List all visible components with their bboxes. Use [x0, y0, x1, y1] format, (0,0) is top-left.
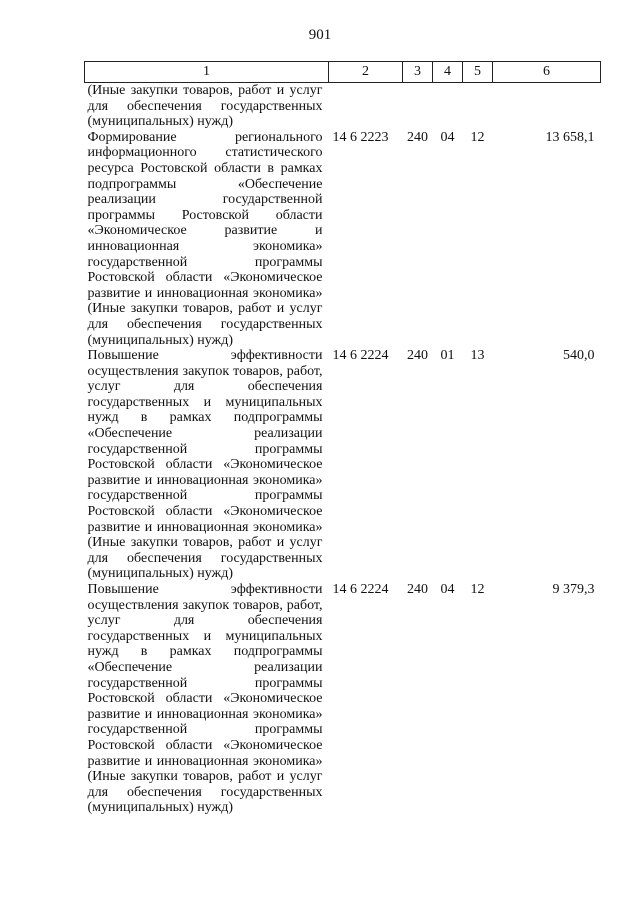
row-amount: 9 379,3 — [552, 582, 595, 597]
continuation-empty-3 — [403, 83, 433, 130]
row-description: Формирование регионального информационного статистического ресурса Ростовской области в рамках подпрограммы «Обеспечение реализации государственной программы Ростовской области «Экономическое развитие и инновационная экономика» государственной программы Ростовской области «Экономическое развитие и инновационная экономика» (Иные закупки товаров, работ и услуг для обеспечения государственных (муниципальных) нужд) — [87, 129, 323, 348]
row-expense-type: 240 — [407, 129, 428, 145]
row-subsection: 13 — [470, 348, 485, 364]
row-target-article: 14 6 2224 — [332, 348, 389, 364]
table-body — [85, 83, 601, 816]
header-col-6: 6 — [493, 62, 601, 83]
table-row — [85, 582, 601, 816]
table-row — [85, 130, 601, 348]
row-subsection: 12 — [470, 582, 485, 597]
table-header — [85, 62, 601, 83]
table-row — [85, 348, 601, 582]
row-section: 01 — [440, 348, 455, 364]
continuation-empty-6 — [493, 83, 601, 130]
continuation-description: (Иные закупки товаров, работ и услуг для обеспечения государственных (муниципальных) нужд) — [87, 83, 323, 130]
row-section: 04 — [440, 582, 455, 597]
continuation-empty-5 — [463, 83, 493, 130]
row-target-article: 14 6 2224 — [332, 582, 389, 597]
header-row — [85, 62, 601, 83]
header-col-5: 5 — [463, 62, 493, 83]
header-col-4: 4 — [433, 62, 463, 83]
row-target-article: 14 6 2223 — [332, 129, 389, 145]
row-subsection: 12 — [470, 129, 485, 145]
table-row-continuation — [85, 83, 601, 130]
row-section: 04 — [440, 129, 455, 145]
header-col-3: 3 — [403, 62, 433, 83]
row-description: Повышение эффективности осуществления закупок товаров, работ, услуг для обеспечения государственных и муниципальных нужд в рамках подпрограммы «Обеспечение реализации государственной программы Ростовской области «Экономическое развитие и инновационная экономика» государственной программы Ростовской области «Экономическое развитие и инновационная экономика» (Иные закупки товаров, работ и услуг для обеспечения государственных (муниципальных) нужд) — [87, 348, 323, 582]
row-expense-type: 240 — [407, 348, 428, 364]
page-number: 901 — [308, 27, 332, 43]
continuation-empty-4 — [433, 83, 463, 130]
row-description: Повышение эффективности осуществления закупок товаров, работ, услуг для обеспечения государственных и муниципальных нужд в рамках подпрограммы «Обеспечение реализации государственной программы Ростовской области «Экономическое развитие и инновационная экономика» государственной программы Ростовской области «Экономическое развитие и инновационная экономика» (Иные закупки товаров, работ и услуг для обеспечения государственных (муниципальных) нужд) — [87, 582, 323, 816]
budget-table — [84, 61, 601, 816]
header-col-2: 2 — [329, 62, 403, 83]
continuation-empty-2 — [329, 83, 403, 130]
row-amount: 13 658,1 — [545, 129, 595, 145]
header-col-1: 1 — [85, 62, 329, 83]
row-expense-type: 240 — [407, 582, 428, 597]
row-amount: 540,0 — [563, 348, 595, 364]
